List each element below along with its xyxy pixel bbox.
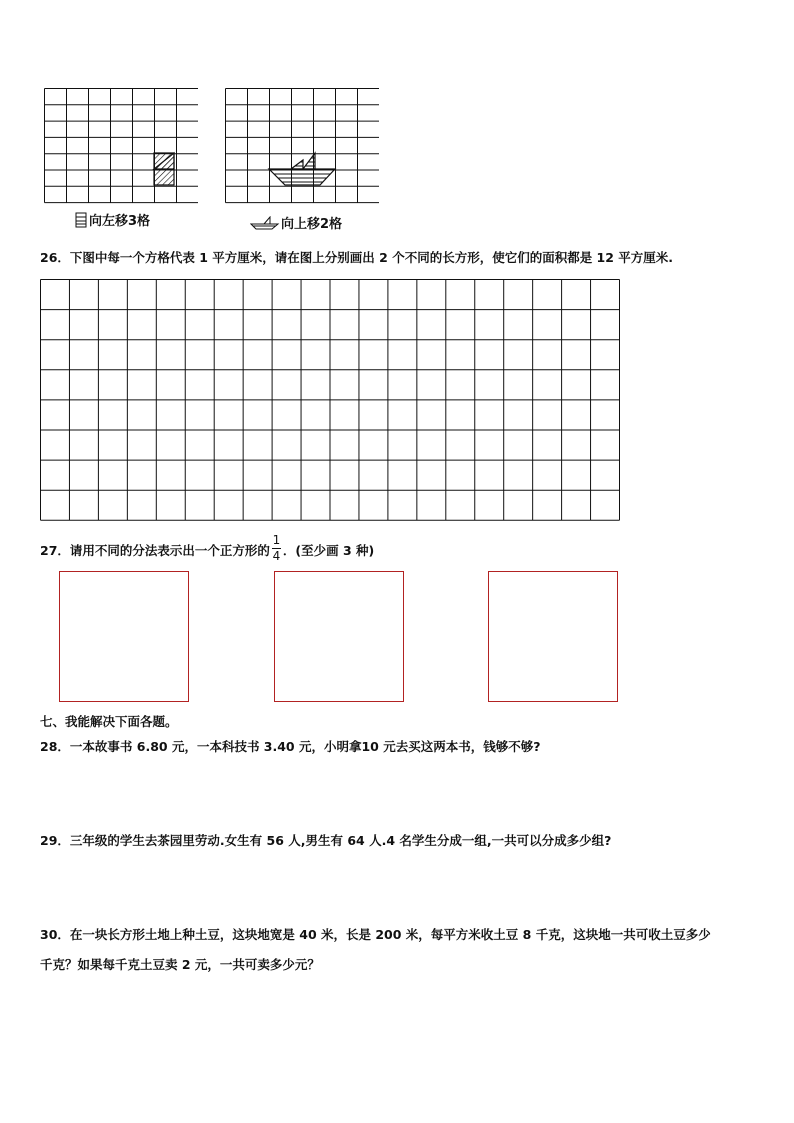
question-27-prefix: 27．请用不同的分法表示出一个正方形的 [40, 543, 270, 558]
fraction [272, 534, 281, 563]
fraction-numerator: 1 [272, 533, 281, 547]
fraction-denominator: 4 [272, 549, 281, 563]
square-3[interactable] [488, 571, 618, 702]
square-1[interactable] [59, 571, 189, 702]
question-30-line-2: 千克？如果每千克土豆卖 2 元，一共可卖多少元？ [40, 957, 320, 972]
left-translation-grid [44, 88, 198, 205]
right-caption [250, 213, 342, 232]
left-caption-text: 向左移3格 [89, 214, 151, 229]
boat-icon [250, 216, 280, 230]
question-30-line-1: 30．在一块长方形土地上种土豆，这块地宽是 40 米，长是 200 米，每平方米收土豆 8 千克，这块地一共可收土豆多少 [40, 927, 711, 942]
flag-icon [74, 212, 88, 228]
square-2[interactable] [274, 571, 404, 702]
boat-shape [269, 153, 335, 185]
right-caption-text: 向上移2格 [281, 217, 343, 232]
question-28: 28．一本故事书 6.80 元，一本科技书 3.40 元，小明拿10 元去买这两本书，钱够不够? [40, 739, 541, 754]
question-27-suffix: ．(至少画 3 种) [282, 543, 375, 558]
area-grid [40, 279, 620, 522]
question-26: 26．下图中每一个方格代表 1 平方厘米，请在图上分别画出 2 个不同的长方形，使它们的面积都是 12 平方厘米. [40, 250, 674, 265]
question-27 [40, 533, 375, 566]
section-7-title: 七、我能解决下面各题。 [40, 714, 178, 729]
left-caption [74, 210, 150, 229]
flag-shape [154, 153, 174, 185]
question-29: 29．三年级的学生去茶园里劳动.女生有 56 人,男生有 64 人.4 名学生分成一组,一共可以分成多少组? [40, 833, 612, 848]
right-translation-grid [225, 88, 379, 205]
